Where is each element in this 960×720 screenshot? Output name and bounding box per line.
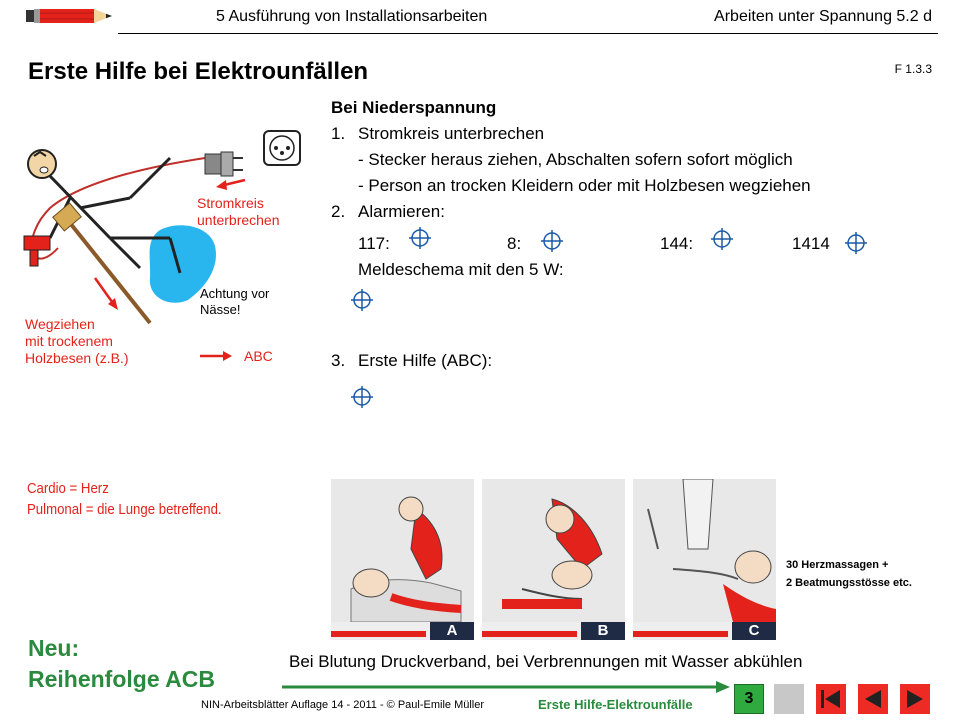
label-achtung: Achtung vor Nässe!	[200, 286, 270, 317]
crosshair-reveal-icon[interactable]	[711, 228, 733, 250]
crosshair-reveal-icon[interactable]	[541, 230, 563, 252]
step1-number: 1.	[331, 124, 346, 143]
cpr-photo-c	[633, 479, 776, 640]
meldeschema-text: Meldeschema mit den 5 W:	[358, 260, 564, 279]
pencil-logo-icon	[26, 6, 118, 31]
next-page-icon	[900, 684, 930, 714]
chapter-title: 5 Ausführung von Installationsarbeiten	[216, 8, 488, 25]
step1-text: Stromkreis unterbrechen	[358, 124, 545, 143]
first-page-button[interactable]	[816, 684, 846, 714]
first-page-icon	[816, 684, 846, 714]
photo-label-a: A	[430, 622, 474, 640]
step3-text: Erste Hilfe (ABC):	[358, 351, 493, 370]
cpr-photo-b	[482, 479, 625, 640]
previous-page-icon	[858, 684, 888, 714]
step2-number: 2.	[331, 202, 346, 221]
cpr-note: 30 Herzmassagen + 2 Beatmungsstösse etc.	[786, 559, 912, 589]
photo-label-c: C	[732, 622, 776, 640]
subheading: Bei Niederspannung	[331, 98, 497, 117]
crosshair-reveal-icon[interactable]	[351, 386, 373, 408]
page-title: Erste Hilfe bei Elektrounfällen	[28, 58, 369, 85]
crosshair-reveal-icon[interactable]	[409, 227, 431, 249]
next-page-button[interactable]	[900, 684, 930, 714]
footer-credit: NIN-Arbeitsblätter Auflage 14 - 2011 - © Paul-Emile Müller	[201, 699, 485, 711]
step3-number: 3.	[331, 351, 346, 370]
neu-heading	[28, 633, 215, 695]
phone-8: 8:	[507, 234, 522, 253]
definition-pulmonal: Pulmonal = die Lunge betreffend.	[27, 501, 222, 518]
definitions	[27, 478, 222, 520]
crosshair-reveal-icon[interactable]	[351, 289, 373, 311]
photo-label-b: B	[581, 622, 625, 640]
label-wegziehen: Wegziehen mit trockenem Holzbesen (z.B.)	[25, 316, 129, 366]
crosshair-reveal-icon[interactable]	[845, 232, 867, 254]
topic-link[interactable]: Erste Hilfe-Elektrounfälle	[538, 697, 693, 712]
section-title: Arbeiten unter Spannung 5.2 d	[714, 8, 932, 25]
previous-page-button[interactable]	[858, 684, 888, 714]
neu-line2: Reihenfolge ACB	[28, 666, 215, 692]
blutung-note: Bei Blutung Druckverband, bei Verbrennungen mit Wasser abkühlen	[289, 652, 803, 671]
blank-button[interactable]	[774, 684, 804, 714]
phone-1414: 1414	[792, 234, 830, 253]
reference-code: F 1.3.3	[894, 62, 932, 76]
label-stromkreis: Stromkreis unterbrechen	[197, 195, 280, 228]
green-arrow-icon	[282, 680, 732, 694]
step1-sub2: - Person an trocken Kleidern oder mit Holzbesen wegziehen	[358, 176, 811, 195]
page-number-badge	[734, 684, 764, 714]
label-abc: ABC	[244, 348, 273, 364]
phone-117: 117:	[358, 234, 390, 253]
cpr-photo-a	[331, 479, 474, 640]
neu-line1: Neu:	[28, 635, 80, 661]
definition-cardio: Cardio = Herz	[27, 480, 109, 497]
page-number: 3	[744, 690, 754, 707]
header-divider	[118, 33, 938, 34]
phone-144: 144:	[660, 234, 694, 253]
step2-text: Alarmieren:	[358, 202, 445, 221]
step1-sub1: - Stecker heraus ziehen, Abschalten sofern sofort möglich	[358, 150, 793, 169]
